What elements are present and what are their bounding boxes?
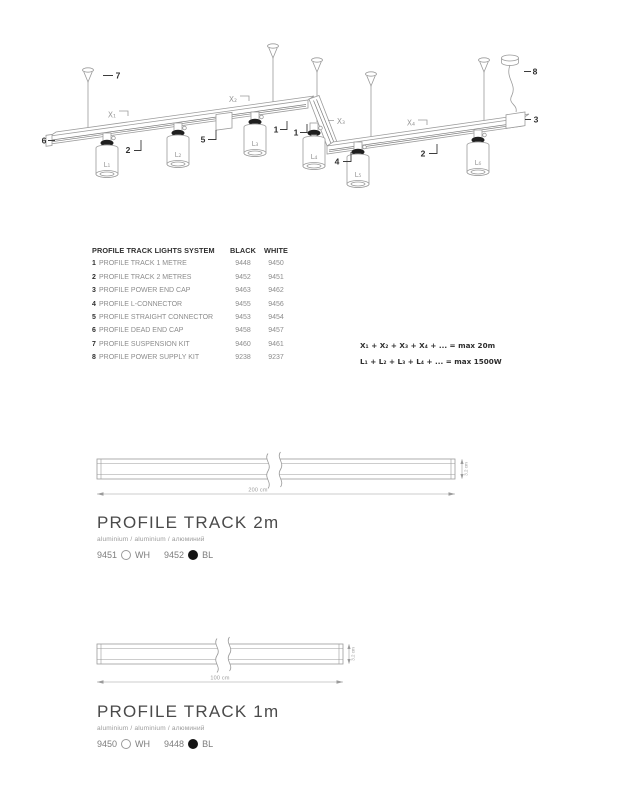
row-number: 3 <box>92 287 96 295</box>
row-number: 8 <box>92 354 96 362</box>
table-row <box>92 351 290 364</box>
part-name: PROFILE TRACK 1 METRE <box>99 260 187 268</box>
variant-finish: WH <box>135 550 151 560</box>
spotlight-label: L₂ <box>174 151 182 159</box>
code-white: 9454 <box>268 313 284 321</box>
code-black: 9452 <box>235 273 251 281</box>
variant-row <box>97 550 279 560</box>
power-end-cap <box>506 112 525 128</box>
variant-code: 9452 <box>164 550 185 560</box>
parts-table-header <box>92 244 290 257</box>
column-header-black: BLACK <box>229 246 257 255</box>
table-row <box>92 284 290 297</box>
spotlight-l3 <box>244 112 266 157</box>
callout-1b: 1 <box>293 127 299 138</box>
code-white: 9237 <box>268 354 284 362</box>
profile-drawing-2m <box>97 452 469 496</box>
dim-label-x4: X₄ <box>406 118 416 128</box>
callout-2b: 2 <box>420 148 426 159</box>
spot-rim <box>96 171 118 178</box>
system-limits <box>360 338 502 369</box>
system-diagram <box>42 44 539 188</box>
length-dim-label: 100 cm <box>210 675 230 682</box>
code-black: 9448 <box>235 260 251 268</box>
section-title-2m: PROFILE TRACK 2m <box>97 513 280 532</box>
section-track-1m <box>97 703 279 749</box>
power-supply-canopy <box>502 55 519 112</box>
variant-code: 9450 <box>97 739 118 749</box>
variant-finish: WH <box>135 739 151 749</box>
spot-rim <box>467 169 489 176</box>
adapter-knob <box>183 126 187 130</box>
code-black: 9455 <box>235 300 251 308</box>
spotlight-label: L₃ <box>251 140 259 148</box>
table-row <box>92 271 290 284</box>
color-swatch-white-icon <box>121 550 131 560</box>
table-title: PROFILE TRACK LIGHTS SYSTEM <box>92 246 215 255</box>
table-row <box>92 324 290 337</box>
callout-7: 7 <box>115 70 121 81</box>
variant-code: 9451 <box>97 550 118 560</box>
dim-label-x3: X₃ <box>336 117 346 126</box>
height-dim-label: 3.2 cm <box>463 462 469 476</box>
row-number: 7 <box>92 340 96 348</box>
adapter-knob <box>483 133 487 137</box>
adapter-knob <box>112 136 116 140</box>
part-name: PROFILE SUSPENSION KIT <box>99 340 190 348</box>
color-swatch-black-icon <box>188 739 198 749</box>
spot-rim <box>244 150 266 157</box>
callout-4: 4 <box>334 156 340 167</box>
callout-1a: 1 <box>273 124 279 135</box>
profile-drawing-1m <box>97 637 356 684</box>
spotlight-label: L₁ <box>103 161 111 169</box>
adapter-knob <box>260 115 264 119</box>
spot-rim <box>347 181 369 188</box>
callout-2a: 2 <box>125 145 131 155</box>
part-name: PROFILE POWER SUPPLY KIT <box>99 354 200 362</box>
code-black: 9463 <box>235 287 251 295</box>
code-white: 9461 <box>268 340 284 348</box>
spotlight-l2 <box>167 123 189 168</box>
adapter-knob <box>319 126 323 130</box>
code-white: 9451 <box>268 273 284 281</box>
spotlight-l6 <box>467 130 489 176</box>
spotlight-label: L₄ <box>310 153 318 161</box>
row-number: 5 <box>92 313 96 321</box>
part-name: PROFILE L-CONNECTOR <box>99 300 183 308</box>
row-number: 4 <box>92 300 96 308</box>
code-black: 9453 <box>235 313 251 321</box>
code-white: 9457 <box>268 327 284 335</box>
max-power-formula: L₁ + L₂ + L₃ + L₄ + ... = max 1500W <box>360 356 502 366</box>
table-row <box>92 338 290 351</box>
part-name: PROFILE STRAIGHT CONNECTOR <box>99 313 214 321</box>
callout-6: 6 <box>41 135 47 146</box>
color-swatch-white-icon <box>121 739 131 749</box>
spotlight-label: L₆ <box>474 159 482 167</box>
code-white: 9462 <box>268 287 284 295</box>
max-length-formula: X₁ + X₂ + X₃ + X₄ + ... = max 20m <box>360 341 496 350</box>
spot-rim <box>167 161 189 168</box>
table-row <box>92 298 290 311</box>
callout-8: 8 <box>532 66 538 77</box>
straight-connector <box>216 112 232 130</box>
variant-code: 9448 <box>164 739 185 749</box>
column-header-white: WHITE <box>263 246 288 255</box>
section-title-1m: PROFILE TRACK 1m <box>97 702 280 721</box>
spot-rim <box>303 163 325 170</box>
row-number: 2 <box>92 273 96 281</box>
adapter-knob <box>363 145 367 149</box>
code-white: 9450 <box>268 260 284 268</box>
row-number: 1 <box>92 260 96 268</box>
length-dim-label: 200 cm <box>248 487 268 494</box>
variant-finish: BL <box>202 739 214 749</box>
part-name: PROFILE POWER END CAP <box>99 287 191 295</box>
height-dim-label: 3.2 cm <box>350 647 356 661</box>
variant-finish: BL <box>202 550 214 560</box>
materials-line: aluminium / aluminium / алюминий <box>97 536 205 543</box>
spotlight-l1 <box>96 133 118 178</box>
section-track-2m <box>97 514 279 560</box>
dim-label-x1: X₁ <box>107 110 117 120</box>
dim-label-x2: X₂ <box>228 95 238 104</box>
table-row <box>92 311 290 324</box>
suspension-cone-icons <box>83 44 490 86</box>
part-name: PROFILE TRACK 2 METRES <box>99 273 192 281</box>
variant-row <box>97 739 279 749</box>
part-name: PROFILE DEAD END CAP <box>99 327 184 335</box>
callout-5: 5 <box>200 134 206 145</box>
materials-line: aluminium / aluminium / алюминий <box>97 725 205 732</box>
callout-3: 3 <box>533 114 539 125</box>
code-white: 9456 <box>268 300 284 308</box>
code-black: 9238 <box>235 354 251 362</box>
parts-table <box>92 244 290 365</box>
canopy-body <box>502 55 519 66</box>
row-number: 6 <box>92 327 96 335</box>
callout-leader-lines <box>48 72 531 162</box>
code-black: 9460 <box>235 340 251 348</box>
spotlight-label: L₅ <box>354 171 362 179</box>
code-black: 9458 <box>235 327 251 335</box>
color-swatch-black-icon <box>188 550 198 560</box>
table-row <box>92 257 290 270</box>
canopy-cable <box>509 65 516 112</box>
